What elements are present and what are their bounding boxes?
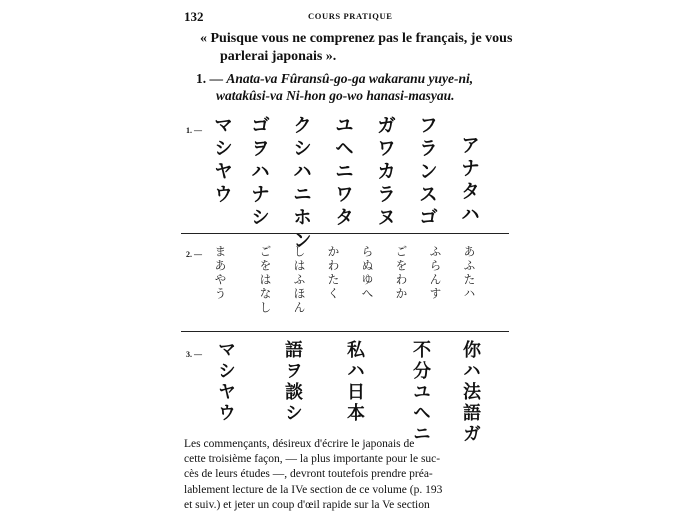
section-3-column-5: マシヤウ	[215, 340, 236, 424]
paragraph-line-4: lablement lecture de la IVe section de ce volume (p. 193	[184, 483, 443, 496]
quote-line-1: « Puisque vous ne comprenez pas le français, je vous	[200, 31, 513, 46]
quote-line-2: parlerai japonais ».	[220, 49, 337, 64]
section-2-column-1: あふたハ	[462, 245, 476, 301]
section-1-column-6: ゴヲハナシ	[248, 115, 270, 230]
section-1-column-5: クシハニホン	[290, 115, 312, 253]
section-1-marker: 1. —	[186, 126, 202, 135]
example-1-number: 1. —	[196, 71, 223, 86]
section-1-column-2: フランスゴ	[416, 115, 438, 230]
section-3-marker: 3. —	[186, 350, 202, 359]
example-1-line-2: watakûsi-va Ni-hon go-wo hanasi-masyau.	[216, 88, 455, 103]
section-3-column-1: 你ハ法語ガ	[460, 340, 481, 445]
section-1-column-7: マシヤウ	[211, 115, 233, 207]
section-3-column-2: 不分ユヘニ	[410, 340, 431, 445]
running-title: COURS PRATIQUE	[308, 11, 393, 21]
page-number: 132	[184, 9, 204, 24]
section-2-column-8: まあやう	[213, 245, 227, 301]
example-1	[196, 70, 536, 104]
section-1-column-4: ユヘニワタ	[332, 115, 354, 230]
paragraph-line-3: cès de leurs études —, devront toutefois prendre préa-	[184, 468, 433, 481]
section-3-column-4: 語ヲ談シ	[282, 340, 303, 424]
section-1-column-1: アナタハ	[458, 135, 480, 227]
example-1-line-1: Anata-va Fûransû-go-ga wakaranu yuye-ni,	[226, 71, 474, 86]
section-2-column-7: ごをはなし	[258, 245, 272, 315]
section-3-column-3: 私ハ日本	[344, 340, 365, 424]
paragraph-line-1: Les commençants, désireux d'écrire le japonais de	[184, 438, 415, 450]
section-2-column-5: かわたく	[326, 245, 340, 301]
section-2-column-6: しはふほん	[292, 245, 306, 315]
rule-2	[181, 331, 509, 332]
section-2-column-2: ふらんす	[428, 245, 442, 301]
quote-text	[200, 30, 530, 66]
paragraph-line-2: cette troisième façon, — la plus importante pour le suc-	[184, 453, 441, 466]
rule-1	[181, 233, 509, 234]
section-2-column-3: ごをわか	[394, 245, 408, 301]
paragraph-line-5: et suiv.) et jeter un coup d'œil rapide sur la Ve section	[184, 498, 430, 511]
section-1-column-3: ガワカラヌ	[374, 115, 396, 230]
section-2-column-4: らぬゆへ	[360, 245, 374, 301]
section-2-marker: 2. —	[186, 250, 202, 259]
body-paragraph	[184, 437, 510, 513]
